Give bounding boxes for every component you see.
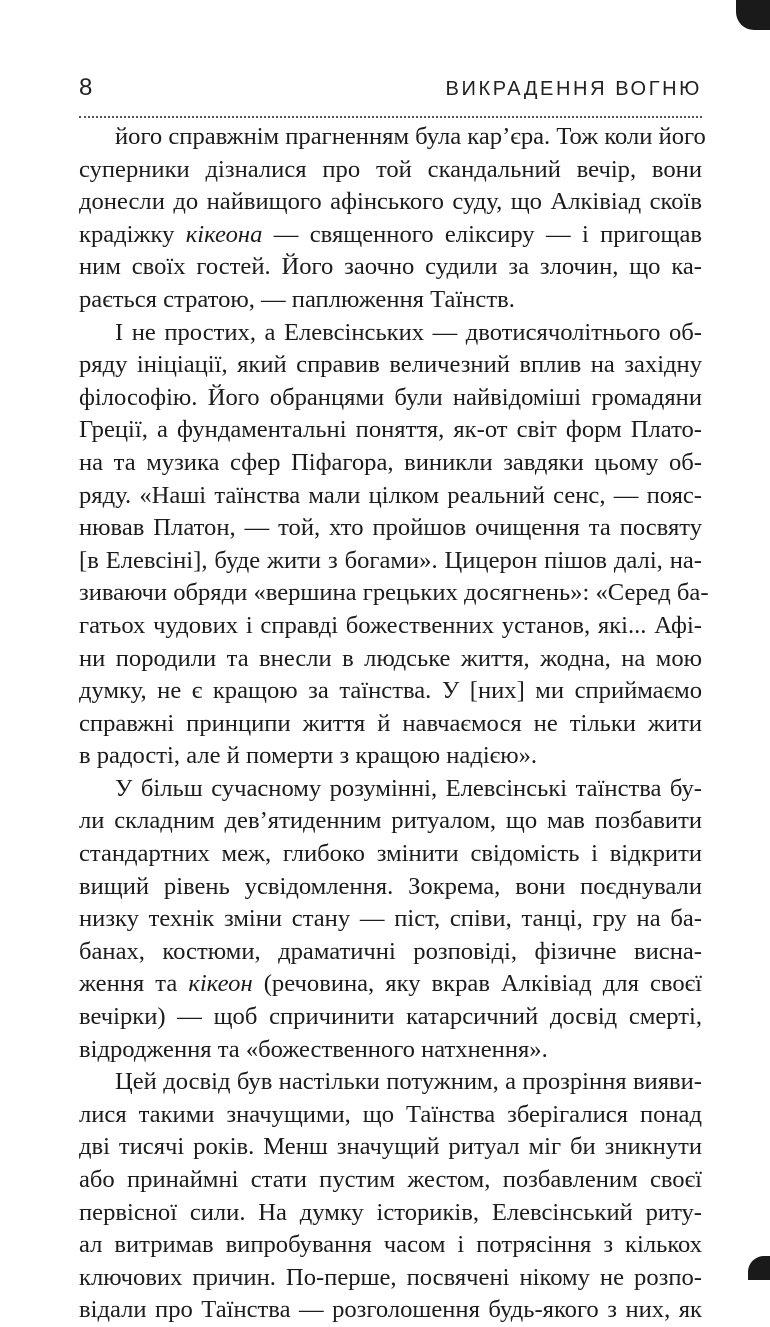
text-line: суперники дізналися про той скандальний вечір, вони xyxy=(79,155,702,183)
text-line: низку технік зміни стану — піст, співи, танці, гру на ба- xyxy=(79,905,702,933)
text-line: донесли до найвищого афінського суду, що Алківіад скоїв xyxy=(79,188,702,216)
text-line: Цей досвід був настільки потужним, а прозріння вияви- xyxy=(115,1068,702,1096)
text-line: [в Елевсіні], буде жити з богами». Цицерон пішов далі, на- xyxy=(79,546,702,574)
paragraph xyxy=(79,773,702,1066)
text-line: лися такими значущими, що Таїнства зберігалися понад xyxy=(79,1100,702,1128)
text-line: відали про Таїнства — розголошення будь-якого з них, як xyxy=(79,1296,702,1324)
paragraph xyxy=(79,1066,702,1327)
text-line: ряду. «Наші таїнства мали цілком реальний сенс, — пояс- xyxy=(79,481,702,509)
header-divider xyxy=(79,116,702,118)
italic-term: кікеон xyxy=(188,970,253,998)
text-line: дві тисячі років. Менш значущий ритуал міг би зникнути xyxy=(79,1133,702,1161)
text-line: банах, костюми, драматичні розповіді, фізичне висна- xyxy=(79,937,702,965)
text-line: в радості, але й померти з кращою надією». xyxy=(79,742,538,770)
page-edge-shadow xyxy=(748,1256,770,1280)
text-line: вищий рівень усвідомлення. Зокрема, вони поєднували xyxy=(79,872,702,900)
running-head xyxy=(79,72,702,108)
paragraph xyxy=(79,121,706,317)
text-line: ження та кікеон (речовина, яку вкрав Алківіад для своєї xyxy=(79,970,703,998)
paragraph xyxy=(79,317,709,773)
text-line: нював Платон, — той, хто пройшов очищення та посвяту xyxy=(79,514,702,542)
text-line: справжні принципи життя й навчаємося не тільки жити xyxy=(79,709,702,737)
text-line: Греції, а фундаментальні поняття, як-от світ форм Плато- xyxy=(79,416,702,444)
text-line: або принаймні стати пустим жестом, позбавленим своєї xyxy=(79,1166,702,1193)
text-line: вечірки) — щоб спричинити катарсичний досвід смерті, xyxy=(79,1003,702,1031)
text-line: ряду ініціації, який справив величезний вплив на західну xyxy=(79,351,702,379)
body-text xyxy=(79,121,709,1327)
text-line: крадіжку кікеона — священного еліксиру — і пригощав xyxy=(79,220,703,248)
text-line: рається стратою, — паплюження Таїнств. xyxy=(79,285,515,313)
page-edge-shadow xyxy=(736,0,770,30)
text-line: ли складним дев’ятиденним ритуалом, що мав позбавити xyxy=(79,807,702,835)
text-line: на та музика сфер Піфагора, виникли завдяки цьому об- xyxy=(79,448,702,476)
text-line: ключових причин. По-перше, посвячені нікому не розпо- xyxy=(79,1263,702,1291)
text-line: думку, не є кращою за таїнства. У [них] ми сприймаємо xyxy=(79,677,702,705)
italic-term: кікеона xyxy=(185,220,263,248)
text-line: його справжнім прагненням була кар’єра. Тож коли його xyxy=(115,123,706,150)
text-line: філософію. Його обранцями були найвідоміші громадяни xyxy=(79,383,702,411)
text-line: ал витримав випробування часом і потрясіння з кількох xyxy=(79,1231,702,1259)
text-line: первісної сили. На думку істориків, Елевсінський риту- xyxy=(79,1198,702,1226)
page-number: 8 xyxy=(79,74,93,101)
text-line: зиваючи обряди «вершина грецьких досягнень»: «Серед ба- xyxy=(79,579,709,607)
text-line: ни породили та внесли в людське життя, жодна, на мою xyxy=(79,644,702,672)
text-line: стандартних меж, глибоко змінити свідомість і відкрити xyxy=(79,840,702,868)
text-line: відродження та «божественного натхнення». xyxy=(79,1035,548,1063)
text-line: У більш сучасному розумінні, Елевсінські таїнства бу- xyxy=(115,774,702,802)
running-title: ВИКРАДЕННЯ ВОГНЮ xyxy=(445,78,702,100)
text-line: І не простих, а Елевсінських — двотисячолітнього об- xyxy=(115,318,702,346)
text-line: ним своїх гостей. Його заочно судили за злочин, що ка- xyxy=(79,253,702,281)
text-line: гатьох чудових і справді божественних установ, які... Афі- xyxy=(79,611,702,639)
